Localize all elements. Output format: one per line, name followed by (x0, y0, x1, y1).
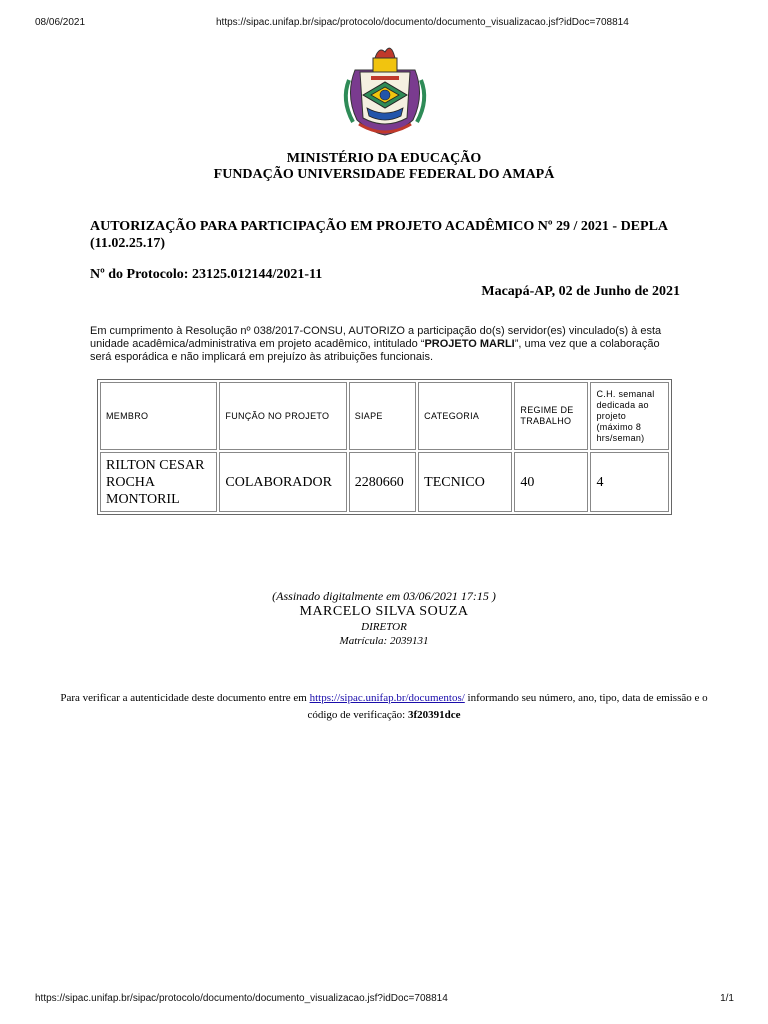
cell-ch: 4 (590, 452, 669, 512)
header-categoria: CATEGORIA (418, 382, 512, 450)
project-name: PROJETO MARLI (424, 338, 515, 350)
verification-text-post: informando seu número, ano, tipo, data de emissão e o código de verificação: (307, 692, 708, 721)
signer-matricula: Matrícula: 2039131 (339, 635, 429, 647)
document-title: AUTORIZAÇÃO PARA PARTICIPAÇÃO EM PROJETO ACADÊMICO Nº 29 / 2021 - DEPLA (11.02.25.17) (90, 219, 668, 251)
ministry-title: MINISTÉRIO DA EDUCAÇÃO (286, 151, 482, 166)
members-table (97, 379, 672, 515)
university-title: FUNDAÇÃO UNIVERSIDADE FEDERAL DO AMAPÁ (213, 167, 555, 182)
page-number: 1/1 (720, 993, 734, 1004)
cell-categoria: TECNICO (418, 452, 512, 512)
cell-funcao: COLABORADOR (219, 452, 346, 512)
table-header-row (100, 382, 669, 450)
cell-regime: 40 (514, 452, 588, 512)
footer-url: https://sipac.unifap.br/sipac/protocolo/documento/documento_visualizacao.jsf?idDoc=708814 (35, 993, 448, 1004)
verification-note (60, 690, 708, 724)
header-membro: MEMBRO (100, 382, 217, 450)
print-url: https://sipac.unifap.br/sipac/protocolo/documento/documento_visualizacao.jsf?idDoc=708814 (216, 17, 629, 28)
header-funcao: FUNÇÃO NO PROJETO (219, 382, 346, 450)
table-row (100, 452, 669, 512)
verification-text-pre: Para verificar a autenticidade deste documento entre em (60, 692, 310, 704)
body-text-post: ”, uma vez que a colaboração será esporádica e não implicará em prejuízo às atribuições funcionais. (90, 338, 660, 363)
verification-code: 3f20391dce (407, 709, 461, 721)
verification-link[interactable]: https://sipac.unifap.br/documentos/ (309, 692, 465, 704)
signer-name: MARCELO SILVA SOUZA (299, 604, 469, 619)
protocol-number: Nº do Protocolo: 23125.012144/2021-11 (90, 267, 323, 282)
print-date: 08/06/2021 (35, 17, 86, 28)
body-text-pre: Em cumprimento à Resolução nº 038/2017-CONSU, AUTORIZO a participação do(s) servidor(es) vinculado(s) à esta unidade acadêmica/administrativa em projeto acadêmico, intitulado “ (90, 325, 662, 350)
signature-timestamp: (Assinado digitalmente em 03/06/2021 17:15 ) (272, 589, 496, 603)
cell-membro: RILTON CESAR ROCHA MONTORIL (100, 452, 217, 512)
authorization-text (90, 325, 680, 364)
header-regime: REGIME DE TRABALHO (514, 382, 588, 450)
signer-role: DIRETOR (361, 621, 407, 633)
cell-siape: 2280660 (349, 452, 416, 512)
university-crest-icon (335, 40, 435, 140)
header-siape: SIAPE (349, 382, 416, 450)
header-ch: C.H. semanal dedicada ao projeto (máximo 8 hrs/seman) (590, 382, 669, 450)
place-date: Macapá-AP, 02 de Junho de 2021 (481, 284, 680, 299)
